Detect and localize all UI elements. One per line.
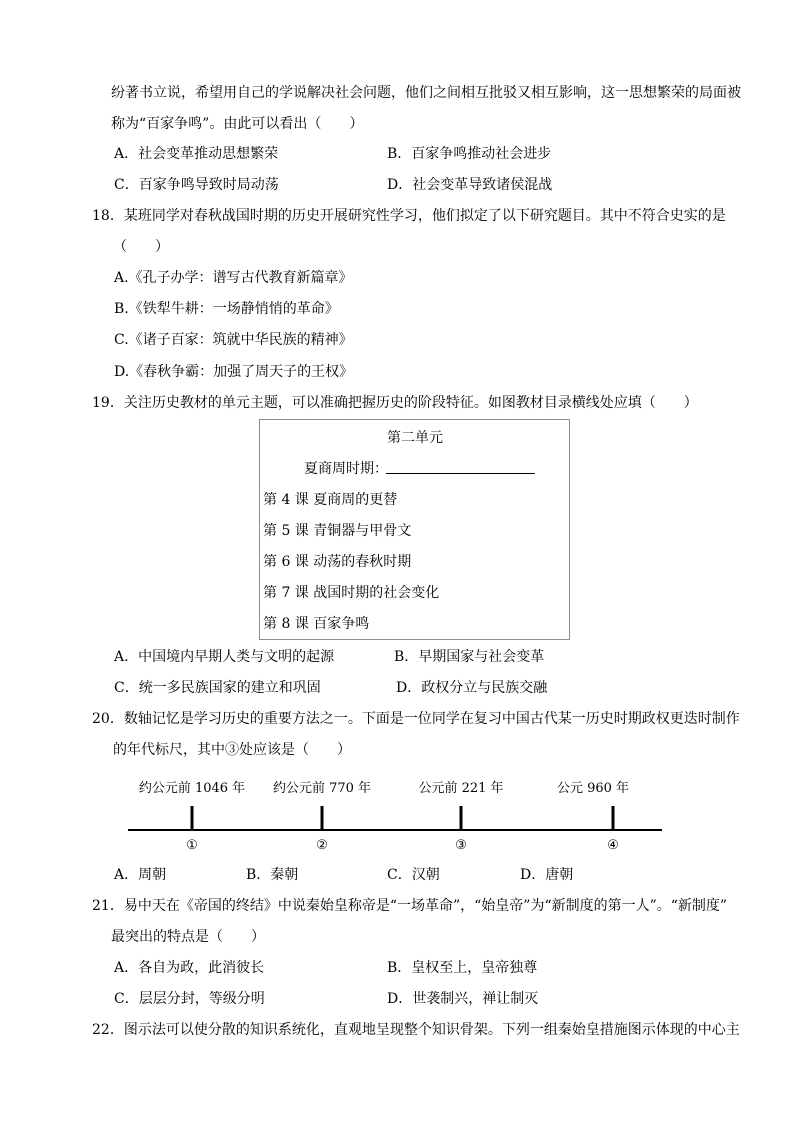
q19-option-a: A．中国境内早期人类与文明的起源 — [114, 649, 335, 665]
q18-option-d: D.《春秋争霸：加强了周天子的王权》 — [114, 364, 354, 380]
q17-option-b: B．百家争鸣推动社会进步 — [387, 146, 552, 162]
q21-option-b: B．皇权至上，皇帝独尊 — [387, 960, 538, 976]
unit-subtitle: 夏商周时期： — [304, 461, 388, 477]
q20-option-b: B．秦朝 — [246, 867, 299, 883]
timeline-mark: ② — [316, 838, 328, 853]
q20-text-line1: 20．数轴记忆是学习历史的重要方法之一。下面是一位同学在复习中国古代某一历史时期政权更迭时制作 — [92, 711, 740, 727]
q18-text-line2: （ ） — [113, 239, 169, 255]
q21-option-a: A．各自为政，此消彼长 — [114, 960, 265, 976]
timeline-ruler — [120, 770, 670, 860]
q21-text-line2: 最突出的特点是（ ） — [111, 929, 265, 945]
lesson-item: 第 6 课 动荡的春秋时期 — [263, 554, 412, 570]
q20-option-c: C．汉朝 — [387, 867, 440, 883]
q17-option-d: D．社会变革导致诸侯混战 — [387, 177, 553, 193]
timeline-mark: ④ — [607, 838, 619, 853]
lesson-item: 第 7 课 战国时期的社会变化 — [263, 585, 440, 601]
q22-text-line1: 22．图示法可以使分散的知识系统化，直观地呈现整个知识骨架。下列一组秦始皇措施图示体现的中心主 — [92, 1022, 740, 1038]
timeline-label: 公元前 221 年 — [418, 781, 504, 796]
q20-option-d: D．唐朝 — [520, 867, 574, 883]
q20-option-a: A．周朝 — [114, 867, 167, 883]
timeline-label: 约公元前 1046 年 — [138, 781, 246, 796]
lesson-item: 第 5 课 青铜器与甲骨文 — [263, 523, 412, 539]
q19-option-d: D．政权分立与民族交融 — [396, 680, 548, 696]
lesson-item: 第 4 课 夏商周的更替 — [263, 492, 398, 508]
timeline-mark: ③ — [455, 838, 467, 853]
q21-option-d: D．世袭制兴，禅让制灭 — [387, 991, 539, 1007]
unit-title: 第二单元 — [387, 430, 443, 446]
q19-option-b: B．早期国家与社会变革 — [394, 649, 545, 665]
q18-option-b: B.《铁犁牛耕：一场静悄悄的革命》 — [114, 301, 339, 317]
q17-option-a: A．社会变革推动思想繁荣 — [114, 146, 279, 162]
q17-option-c: C．百家争鸣导致时局动荡 — [114, 177, 279, 193]
timeline-label: 约公元前 770 年 — [272, 781, 372, 796]
q19-option-c: C．统一多民族国家的建立和巩固 — [114, 680, 321, 696]
lesson-item: 第 8 课 百家争鸣 — [263, 616, 370, 632]
timeline-mark: ① — [186, 838, 198, 853]
q21-text-line1: 21．易中天在《帝国的终结》中说秦始皇称帝是“一场革命”，“始皇帝”为“新制度的第一人”。“新制度” — [92, 898, 728, 914]
q20-text-line2: 的年代标尺，其中③处应该是（ ） — [113, 742, 351, 758]
q19-text-line1: 19．关注历史教材的单元主题，可以准确把握历史的阶段特征。如图教材目录横线处应填（ ） — [92, 395, 698, 411]
q18-text-line1: 18．某班同学对春秋战国时期的历史开展研究性学习，他们拟定了以下研究题目。其中不符合史实的是 — [92, 208, 726, 224]
fill-in-blank-line — [386, 473, 535, 474]
q18-option-c: C.《诸子百家：筑就中华民族的精神》 — [114, 332, 353, 348]
timeline-label: 公元 960 年 — [556, 781, 630, 796]
q17-text-line2: 称为“百家争鸣”。由此可以看出（ ） — [111, 116, 364, 132]
q21-option-c: C．层层分封，等级分明 — [114, 991, 265, 1007]
q18-option-a: A.《孔子办学：谱写古代教育新篇章》 — [114, 270, 353, 286]
q17-text-line1: 纷著书立说，希望用自己的学说解决社会问题，他们之间相互批驳又相互影响，这一思想繁荣的局面被 — [111, 85, 741, 101]
